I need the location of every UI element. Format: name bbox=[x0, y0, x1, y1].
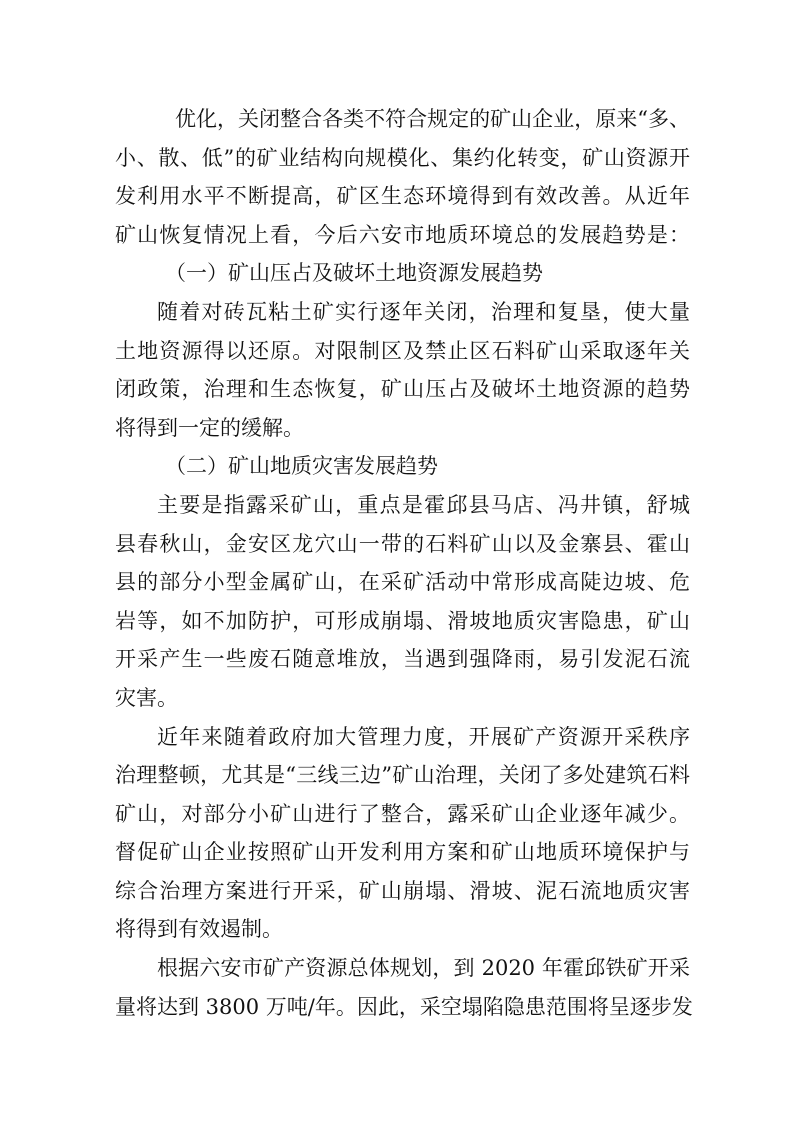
text-line: 小、散、低”的矿业结构向规模化、集约化转变，矿山资源开 bbox=[115, 145, 690, 170]
text-line: 将得到一定的缓解。 bbox=[115, 415, 304, 440]
text-line: 随着对砖瓦粘土矿实行逐年关闭，治理和复垦，使大量 bbox=[157, 299, 690, 324]
document-page bbox=[115, 100, 693, 1026]
text-line: 将得到有效遏制。 bbox=[115, 917, 283, 942]
text-line: 主要是指露采矿山，重点是霍邱县马店、冯井镇，舒城 bbox=[157, 492, 690, 517]
text-line: 近年来随着政府加大管理力度，开展矿产资源开采秩序 bbox=[157, 724, 690, 749]
text-line: 开采产生一些废石随意堆放，当遇到强降雨，易引发泥石流 bbox=[115, 647, 690, 672]
text-line: 发利用水平不断提高，矿区生态环境得到有效改善。从近年 bbox=[115, 184, 690, 209]
text-line: 矿山，对部分小矿山进行了整合，露采矿山企业逐年减少。 bbox=[115, 801, 690, 826]
text-line: 矿山恢复情况上看，今后六安市地质环境总的发展趋势是： bbox=[115, 222, 690, 247]
text-line: 灾害。 bbox=[115, 685, 178, 710]
section-heading: （一）矿山压占及破坏土地资源发展趋势 bbox=[165, 261, 543, 286]
text-line: 闭政策，治理和生态恢复，矿山压占及破坏土地资源的趋势 bbox=[115, 377, 690, 402]
section-heading: （二）矿山地质灾害发展趋势 bbox=[165, 454, 438, 479]
text-line: 根据六安市矿产资源总体规划，到 2020 年霍邱铁矿开采 bbox=[157, 956, 690, 981]
text-line: 县的部分小型金属矿山，在采矿活动中常形成高陡边坡、危 bbox=[115, 570, 690, 595]
text-line: 治理整顿，尤其是“三线三边”矿山治理，关闭了多处建筑石料 bbox=[115, 763, 690, 788]
text-line: 优化，关闭整合各类不符合规定的矿山企业，原来“多、 bbox=[175, 107, 690, 131]
text-line: 土地资源得以还原。对限制区及禁止区石料矿山采取逐年关 bbox=[115, 338, 690, 363]
text-line: 岩等，如不加防护，可形成崩塌、滑坡地质灾害隐患，矿山 bbox=[115, 608, 690, 633]
text-line: 县春秋山，金安区龙穴山一带的石料矿山以及金寨县、霍山 bbox=[115, 531, 690, 556]
text-line: 督促矿山企业按照矿山开发利用方案和矿山地质环境保护与 bbox=[115, 840, 690, 865]
text-line: 量将达到 3800 万吨/年。因此，采空塌陷隐患范围将呈逐步发 bbox=[115, 994, 693, 1019]
text-line: 综合治理方案进行开采，矿山崩塌、滑坡、泥石流地质灾害 bbox=[115, 878, 690, 903]
